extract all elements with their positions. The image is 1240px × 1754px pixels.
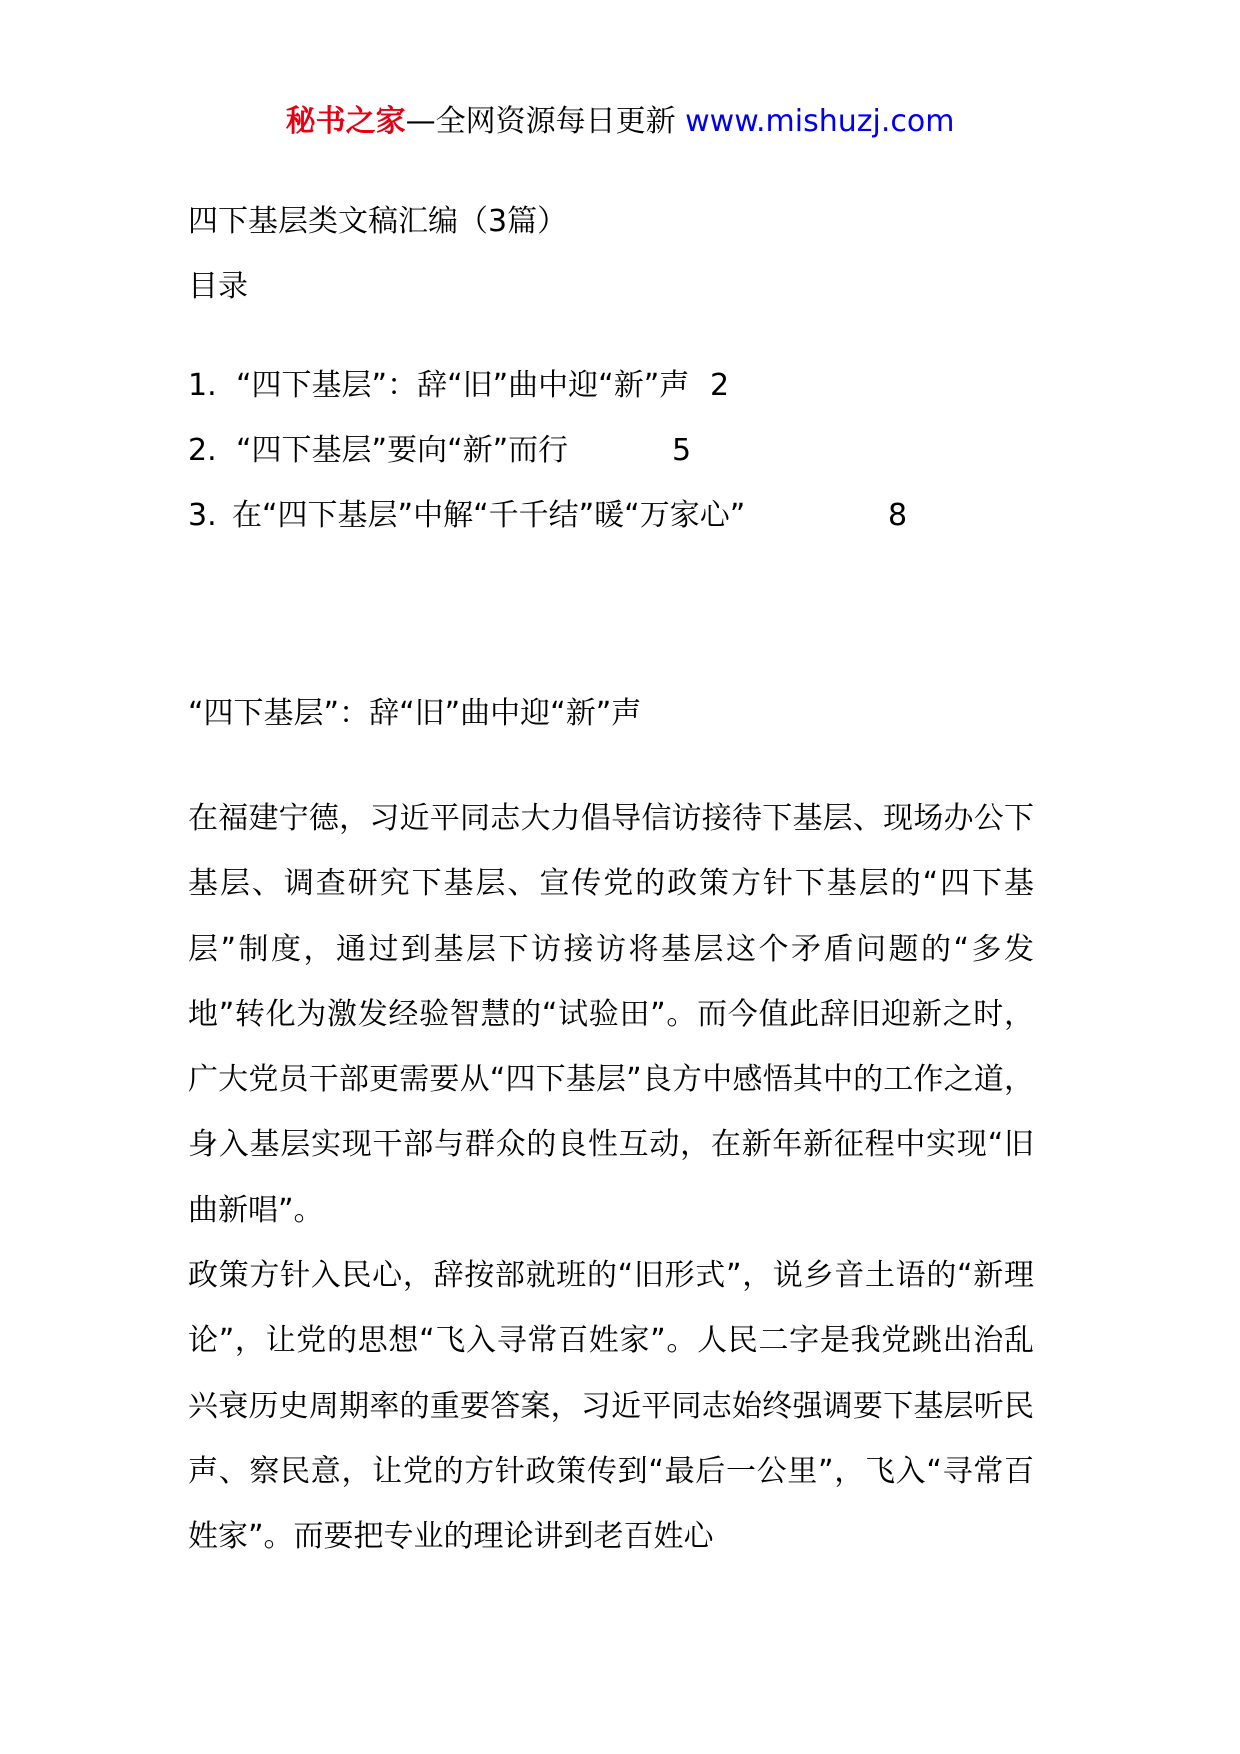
paragraph: 政策方针入民心，辞按部就班的“旧形式”，说乡音土语的“新理论”，让党的思想“飞入寻常百姓家”。人民二字是我党跳出治乱兴衰历史周期率的重要答案，习近平同志始终强调要下基层听民声、察民意，让党的方针政策传到“最后一公里”，飞入“寻常百姓家”。而要把专业的理论讲到老百姓心 [188, 1258, 1034, 1555]
toc-item-1[interactable] [188, 364, 1088, 429]
site-url-link[interactable]: www.mishuzj.com [685, 104, 955, 139]
table-of-contents [188, 364, 1088, 559]
toc-item-text: 在“四下基层”中解“千千结”暖“万家心” [232, 498, 746, 533]
toc-item-2[interactable] [188, 429, 1088, 494]
brand-name: 秘书之家 [285, 104, 406, 139]
site-banner [0, 100, 1240, 144]
toc-item-text: “四下基层”要向“新”而行 [236, 433, 569, 468]
toc-item-number: 3. [188, 498, 217, 533]
toc-item-3[interactable] [188, 494, 1088, 559]
toc-item-number: 1. [188, 368, 217, 403]
toc-item-page: 2 [710, 368, 730, 403]
toc-heading: 目录 [188, 269, 248, 304]
toc-item-text: “四下基层”：辞“旧”曲中迎“新”声 [236, 368, 690, 403]
paragraph: 在福建宁德，习近平同志大力倡导信访接待下基层、现场办公下基层、调查研究下基层、宣传党的政策方针下基层的“四下基层”制度，通过到基层下访接访将基层这个矛盾问题的“多发地”转化为激发经验智慧的“试验田”。而今值此辞旧迎新之时，广大党员干部更需要从“四下基层”良方中感悟其中的工作之道，身入基层实现干部与群众的良性互动，在新年新征程中实现“旧曲新唱”。 [188, 801, 1034, 1228]
toc-item-page: 8 [888, 498, 908, 533]
banner-tagline: —全网资源每日更新 [405, 104, 686, 139]
document-title: 四下基层类文稿汇编（3篇） [188, 204, 568, 239]
toc-item-page: 5 [672, 433, 692, 468]
body-text [188, 786, 1034, 1570]
section-heading: “四下基层”：辞“旧”曲中迎“新”声 [188, 696, 642, 731]
toc-item-number: 2. [188, 433, 217, 468]
